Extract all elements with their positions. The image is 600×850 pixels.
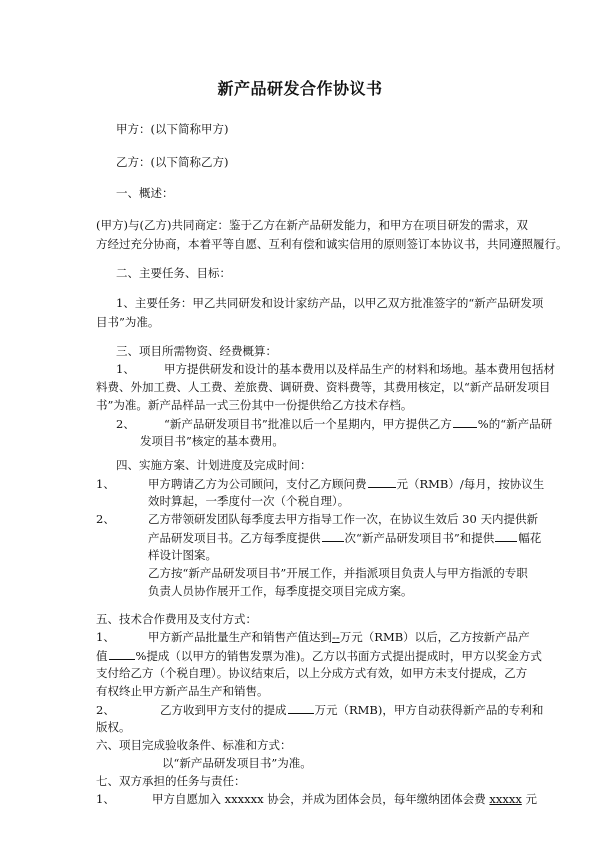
item-number: 1、 <box>96 477 115 491</box>
item-text: 元 <box>525 792 537 806</box>
fee-blank <box>368 476 396 488</box>
item-text: 次“新产品研发项目书”和提供 <box>344 531 495 545</box>
section-3-item-2-line-1 <box>116 416 552 432</box>
item-text: %的“新产品研 <box>477 417 553 431</box>
section-4-item-1-line-1 <box>96 476 544 492</box>
section-5-heading: 五、技术合作费用及支付方式： <box>96 612 257 626</box>
section-1-heading: 一、概述： <box>116 186 174 200</box>
item-number: 1、 <box>116 362 135 376</box>
percent-blank <box>109 648 135 660</box>
section-3-item-1-line-3: 书”为准。新产品样品一式三份其中一份提供给乙方技术存档。 <box>96 398 413 412</box>
section-5-item-2-line-2: 版权。 <box>96 720 131 734</box>
item-number: 1、 <box>96 630 115 644</box>
section-4-item-1-line-2: 效时算起，一季度付一次（个税自理）。 <box>148 494 350 508</box>
section-3-heading: 三、项目所需物资、经费概算： <box>116 344 277 358</box>
sales-threshold-value: -- <box>332 630 340 644</box>
item-number: 2、 <box>96 512 115 526</box>
section-4-heading: 四、实施方案、计划进度及完成时间： <box>116 458 312 472</box>
section-4-item-3-line-1: 乙方按“新产品研发项目书”开展工作，并指派项目负责人与甲方指派的专职 <box>148 566 528 580</box>
count-blank <box>495 530 517 542</box>
section-6-heading: 六、项目完成验收条件、标准和方式： <box>96 738 292 752</box>
section-2-item-line-1: 1、主要任务：甲乙共同研发和设计家纺产品，以甲乙双方批准签字的“新产品研发项 <box>116 296 544 310</box>
party-a-line: 甲方：(以下简称甲方) <box>116 122 229 136</box>
item-number: 1、 <box>96 792 115 806</box>
section-2-heading: 二、主要任务、目标： <box>116 266 231 280</box>
section-5-item-1-line-4: 有权终止甲方新产品生产和销售。 <box>96 684 269 698</box>
item-text: 万元（RMB)，甲方自动获得新产品的专利和 <box>314 703 544 717</box>
section-1-paragraph-line-2: 方经过充分协商，本着平等自愿、互利有偿和诚实信用的原则签订本协议书，共同遵照履行。 <box>96 237 568 251</box>
section-1-paragraph-line-1: (甲方)与(乙方)共同商定：鉴于乙方在新产品研发能力，和甲方在项目研发的需求，双 <box>96 218 528 232</box>
item-text: 幅花 <box>518 531 542 545</box>
section-4-item-3-line-2: 负责人员协作展开工作，每季度提交项目完成方案。 <box>148 584 413 598</box>
section-6-line: 以“新产品研发项目书”为准。 <box>162 756 312 770</box>
section-5-item-1-line-1 <box>96 630 530 645</box>
section-5-item-2-line-1 <box>96 702 543 718</box>
item-text: 万元（RMB）以后，乙方按新产品产 <box>339 630 530 644</box>
count-blank <box>322 530 344 542</box>
item-text: 值 <box>96 649 108 663</box>
section-2-item-line-2: 目书”为准。 <box>96 315 160 329</box>
item-text: “新产品研发项目书”批准以后一个星期内，甲方提供乙方 <box>164 417 452 431</box>
party-b-line: 乙方：(以下简称乙方) <box>116 155 229 169</box>
section-3-item-1-line-1 <box>116 362 555 377</box>
section-3-item-1-line-2: 料费、外加工费、人工费、差旅费、调研费、资料费等，其费用核定，以“新产品研发项目 <box>96 380 551 394</box>
percent-blank <box>453 416 477 428</box>
item-text: 甲方新产品批量生产和销售产值达到 <box>148 630 332 644</box>
section-7-item-1-line-1 <box>96 792 537 807</box>
item-text: 甲方提供研发和设计的基本费用以及样品生产的材料和场地。基本费用包括材 <box>164 362 555 376</box>
section-5-item-1-line-3: 支付给乙方（个税自理）。协议结束后，以上分成方式有效，如甲方未支付提成，乙方 <box>96 666 528 680</box>
item-text: 乙方收到甲方支付的提成 <box>160 703 287 717</box>
item-text: 甲方聘请乙方为公司顾问，支付乙方顾问费 <box>148 477 367 491</box>
section-4-item-2-line-3: 样设计图案。 <box>148 548 217 562</box>
section-5-item-1-line-2 <box>96 648 542 664</box>
amount-blank <box>288 702 314 714</box>
item-text: 乙方带领研发团队每季度去甲方指导工作一次，在协议生效后 30 天内提供新 <box>148 512 538 526</box>
section-3-item-2-line-2: 发项目书”核定的基本费用。 <box>140 434 284 448</box>
membership-fee-value: xxxxx <box>489 792 522 806</box>
item-text: 元（RMB）/每月，按协议生 <box>396 477 545 491</box>
item-text: %提成（以甲方的销售发票为准)。乙方以书面方式提出提成时，甲方以奖金方式 <box>135 649 542 663</box>
item-number: 2、 <box>96 703 115 717</box>
section-4-item-2-line-1 <box>96 512 538 527</box>
item-number: 2、 <box>116 417 135 431</box>
item-text: 甲方自愿加入 xxxxxx 协会，并成为团体会员，每年缴纳团体会费 <box>152 792 486 806</box>
document-title: 新产品研发合作协议书 <box>217 79 383 98</box>
item-text: 产品研发项目书。乙方每季度提供 <box>148 531 321 545</box>
section-7-heading: 七、双方承担的任务与责任： <box>96 774 246 788</box>
section-4-item-2-line-2 <box>148 530 541 546</box>
